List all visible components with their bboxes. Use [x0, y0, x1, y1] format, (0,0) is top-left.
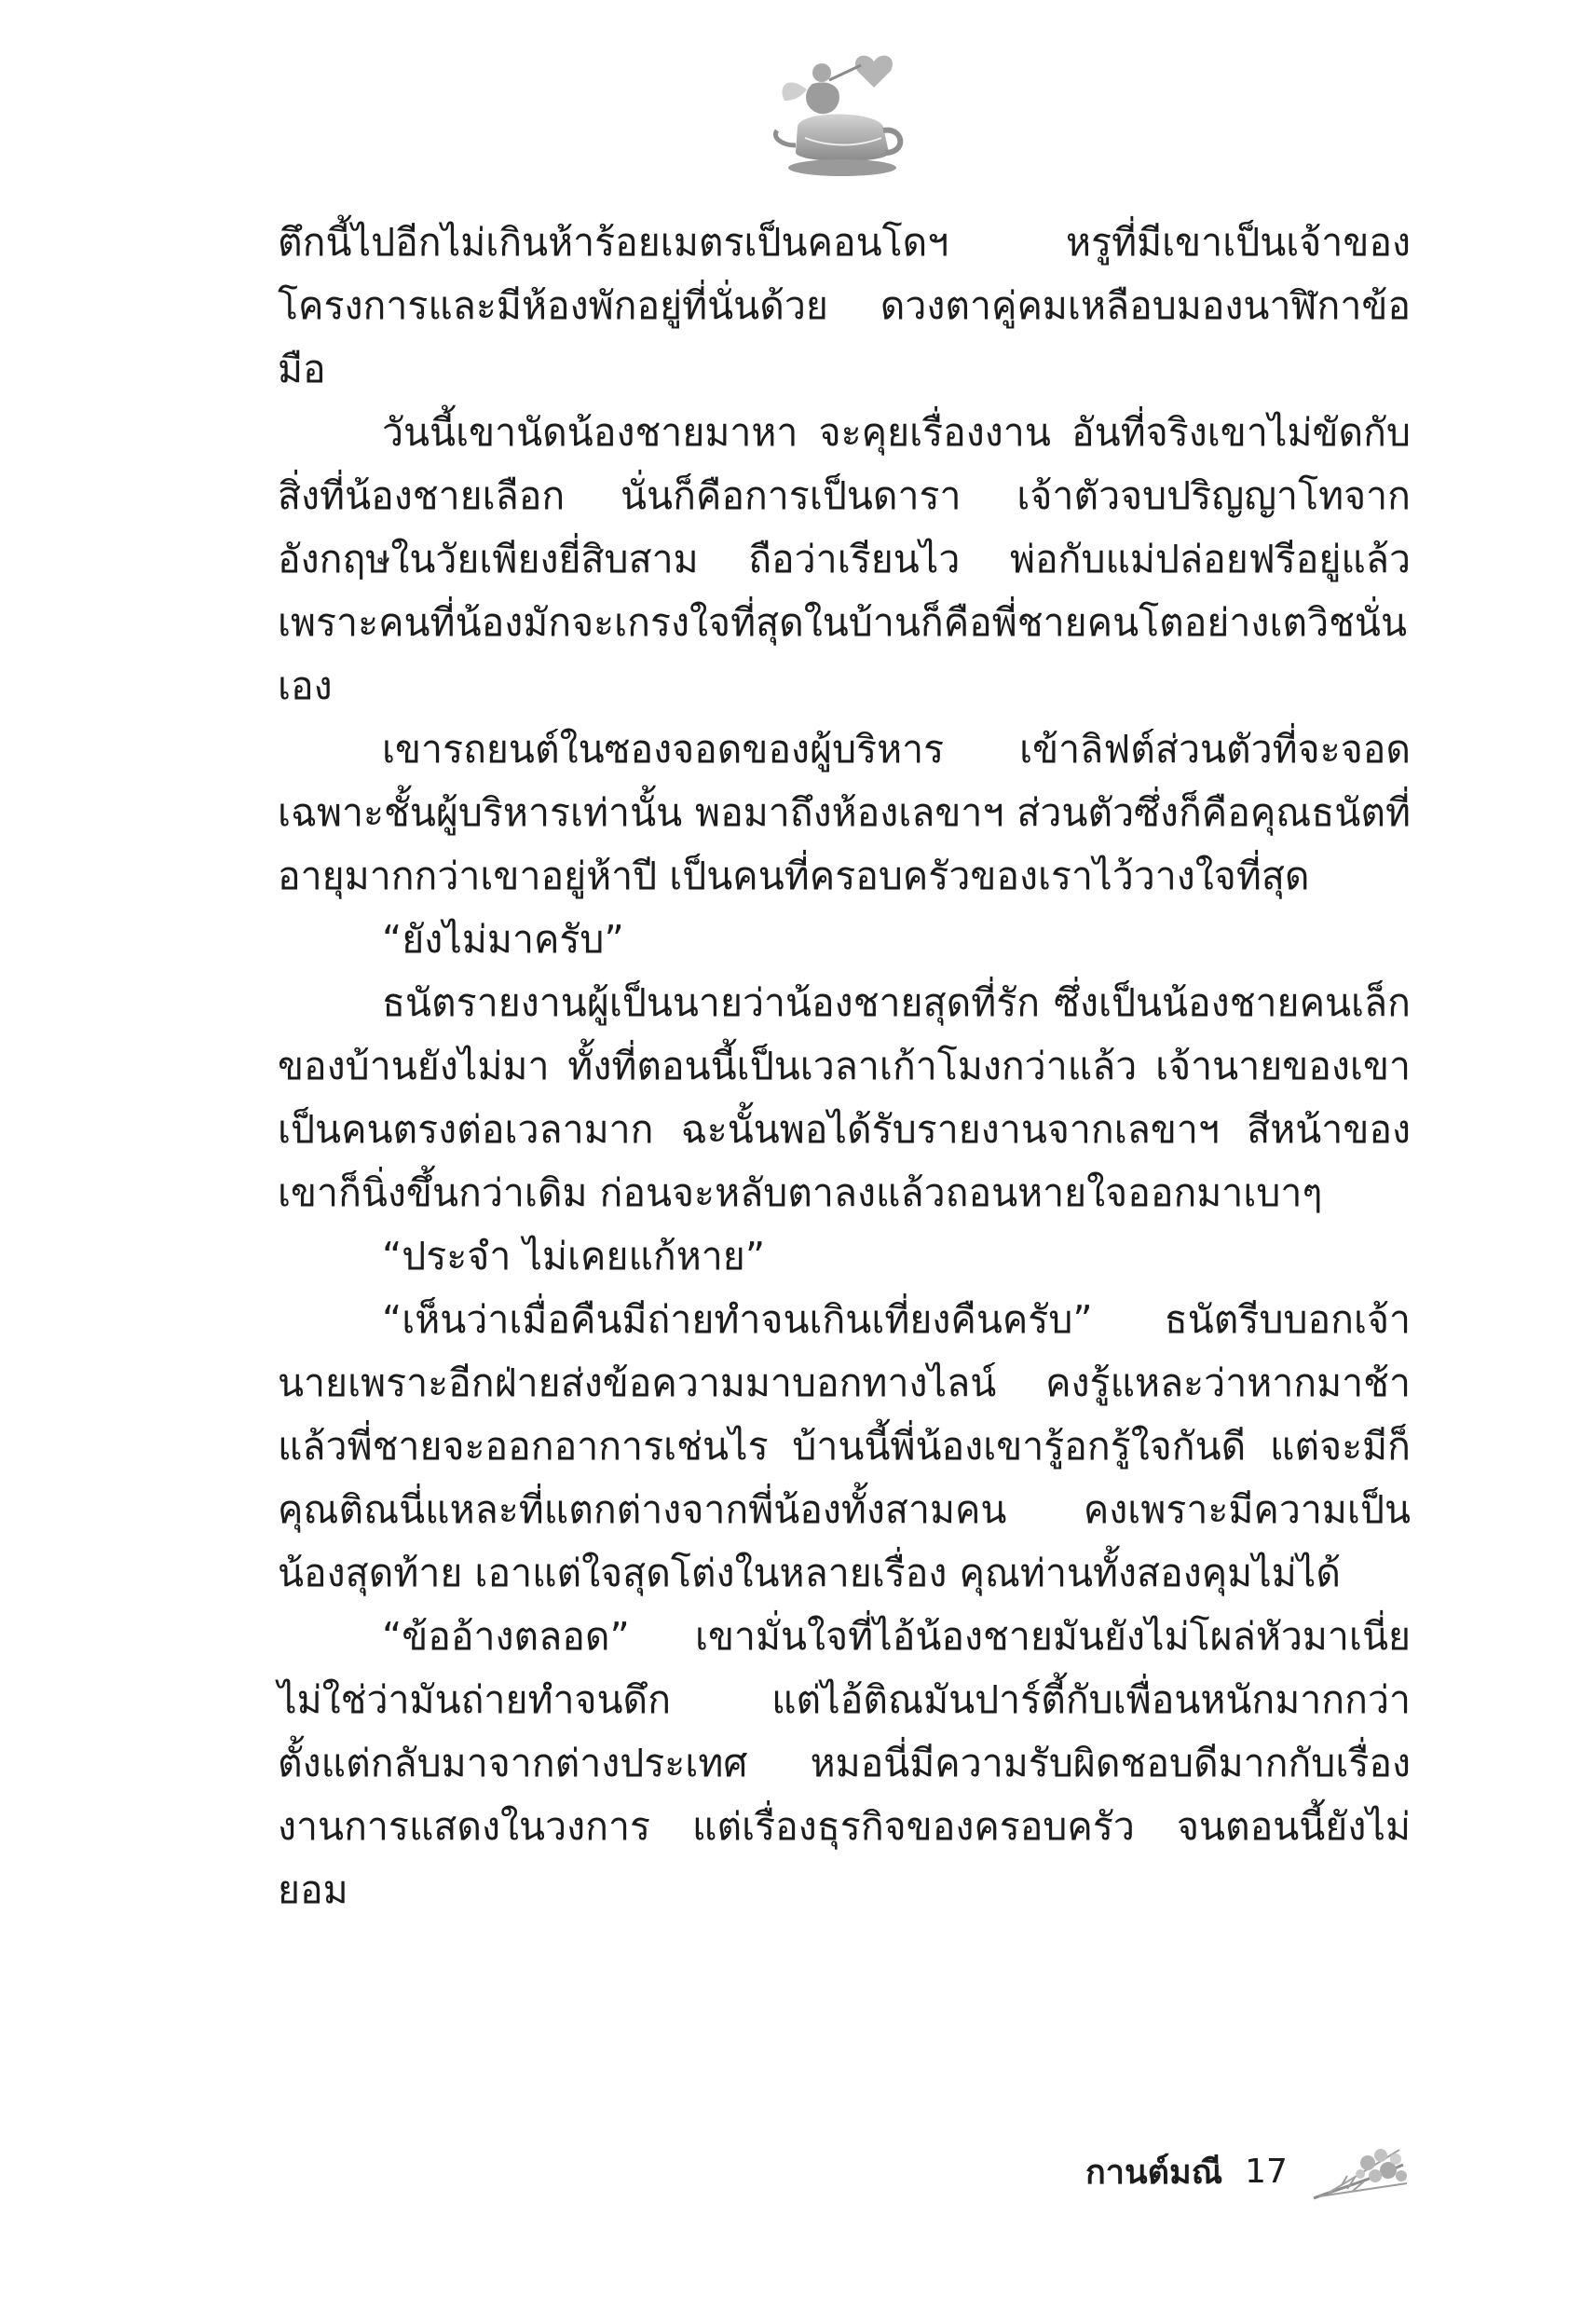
paragraph: “ประจำ ไม่เคยแก้หาย”: [382, 1234, 766, 1279]
paragraph: “เห็นว่าเมื่อคืนมีถ่ายทำจนเกินเที่ยงคืนครับ” ธนัตรีบบอกเจ้านายเพราะอีกฝ่ายส่งข้อความมาบอกทางไลน์ คงรู้แหละว่าหากมาช้าแล้วพี่ชายจะออกอาการเช่นไร บ้านนี้พี่น้องเขารู้อกรู้ใจกันดี แต่จะมีก็คุณติณนี่แหละที่แตกต่างจากพี่น้องทั้งสามคน คงเพราะมีความเป็นน้องสุดท้าย เอาแต่ใจสุดโต่งในหลายเรื่อง คุณท่านทั้งสองคุมไม่ได้: [278, 1297, 1411, 1595]
flower-bouquet-icon: [1310, 2139, 1417, 2204]
paragraph: ธนัตรายงานผู้เป็นนายว่าน้องชายสุดที่รัก ซึ่งเป็นน้องชายคนเล็กของบ้านยังไม่มา ทั้งที่ตอนนี้เป็นเวลาเก้าโมงกว่าแล้ว เจ้านายของเขาเป็นคนตรงต่อเวลามาก ฉะนั้นพอได้รับรายงานจากเลขาฯ สีหน้าของเขาก็นิ่งขึ้นกว่าเดิม ก่อนจะหลับตาลงแล้วถอนหายใจออกมาเบาๆ: [278, 980, 1411, 1215]
page-number: 17: [1245, 2152, 1288, 2191]
book-title: กานต์มณี: [1085, 2153, 1223, 2192]
body-text: [278, 211, 1411, 1921]
paragraph: “ข้ออ้างตลอด” เขามั่นใจที่ไอ้น้องชายมันยังไม่โผล่หัวมาเนี่ยไม่ใช่ว่ามันถ่ายทำจนดึก แต่ไอ้ติณมันปาร์ตี้กับเพื่อนหนักมากกว่า ตั้งแต่กลับมาจากต่างประเทศ หมอนี่มีความรับผิดชอบดีมากกับเรื่องงานการแสดงในวงการ แต่เรื่องธุรกิจของครอบครัว จนตอนนี้ยังไม่ยอม: [278, 1614, 1411, 1912]
cupid-teapot-ornament-icon: [764, 48, 922, 188]
paragraph: เขารถยนต์ในซองจอดของผู้บริหาร เข้าลิฟต์ส่วนตัวที่จะจอดเฉพาะชั้นผู้บริหารเท่านั้น พอมาถึงห้องเลขาฯ ส่วนตัวซึ่งก็คือคุณธนัตที่อายุมากกว่าเขาอยู่ห้าปี เป็นคนที่ครอบครัวของเราไว้วางใจที่สุด: [278, 727, 1411, 898]
paragraph: วันนี้เขานัดน้องชายมาหา จะคุยเรื่องงาน อันที่จริงเขาไม่ขัดกับสิ่งที่น้องชายเลือก นั่นก็คือการเป็นดารา เจ้าตัวจบปริญญาโทจากอังกฤษในวัยเพียงยี่สิบสาม ถือว่าเรียนไว พ่อกับแม่ปล่อยฟรีอยู่แล้วเพราะคนที่น้องมักจะเกรงใจที่สุดในบ้านก็คือพี่ชายคนโตอย่างเตวิชนั่นเอง: [278, 410, 1411, 708]
paragraph: ตึกนี้ไปอีกไม่เกินห้าร้อยเมตรเป็นคอนโดฯ หรูที่มีเขาเป็นเจ้าของโครงการและมีห้องพักอยู่ที่นั่นด้วย ดวงตาคู่คมเหลือบมองนาฬิกาข้อมือ: [278, 220, 1411, 391]
paragraph: “ยังไม่มาครับ”: [382, 917, 624, 962]
page-footer: [1085, 2143, 1417, 2199]
